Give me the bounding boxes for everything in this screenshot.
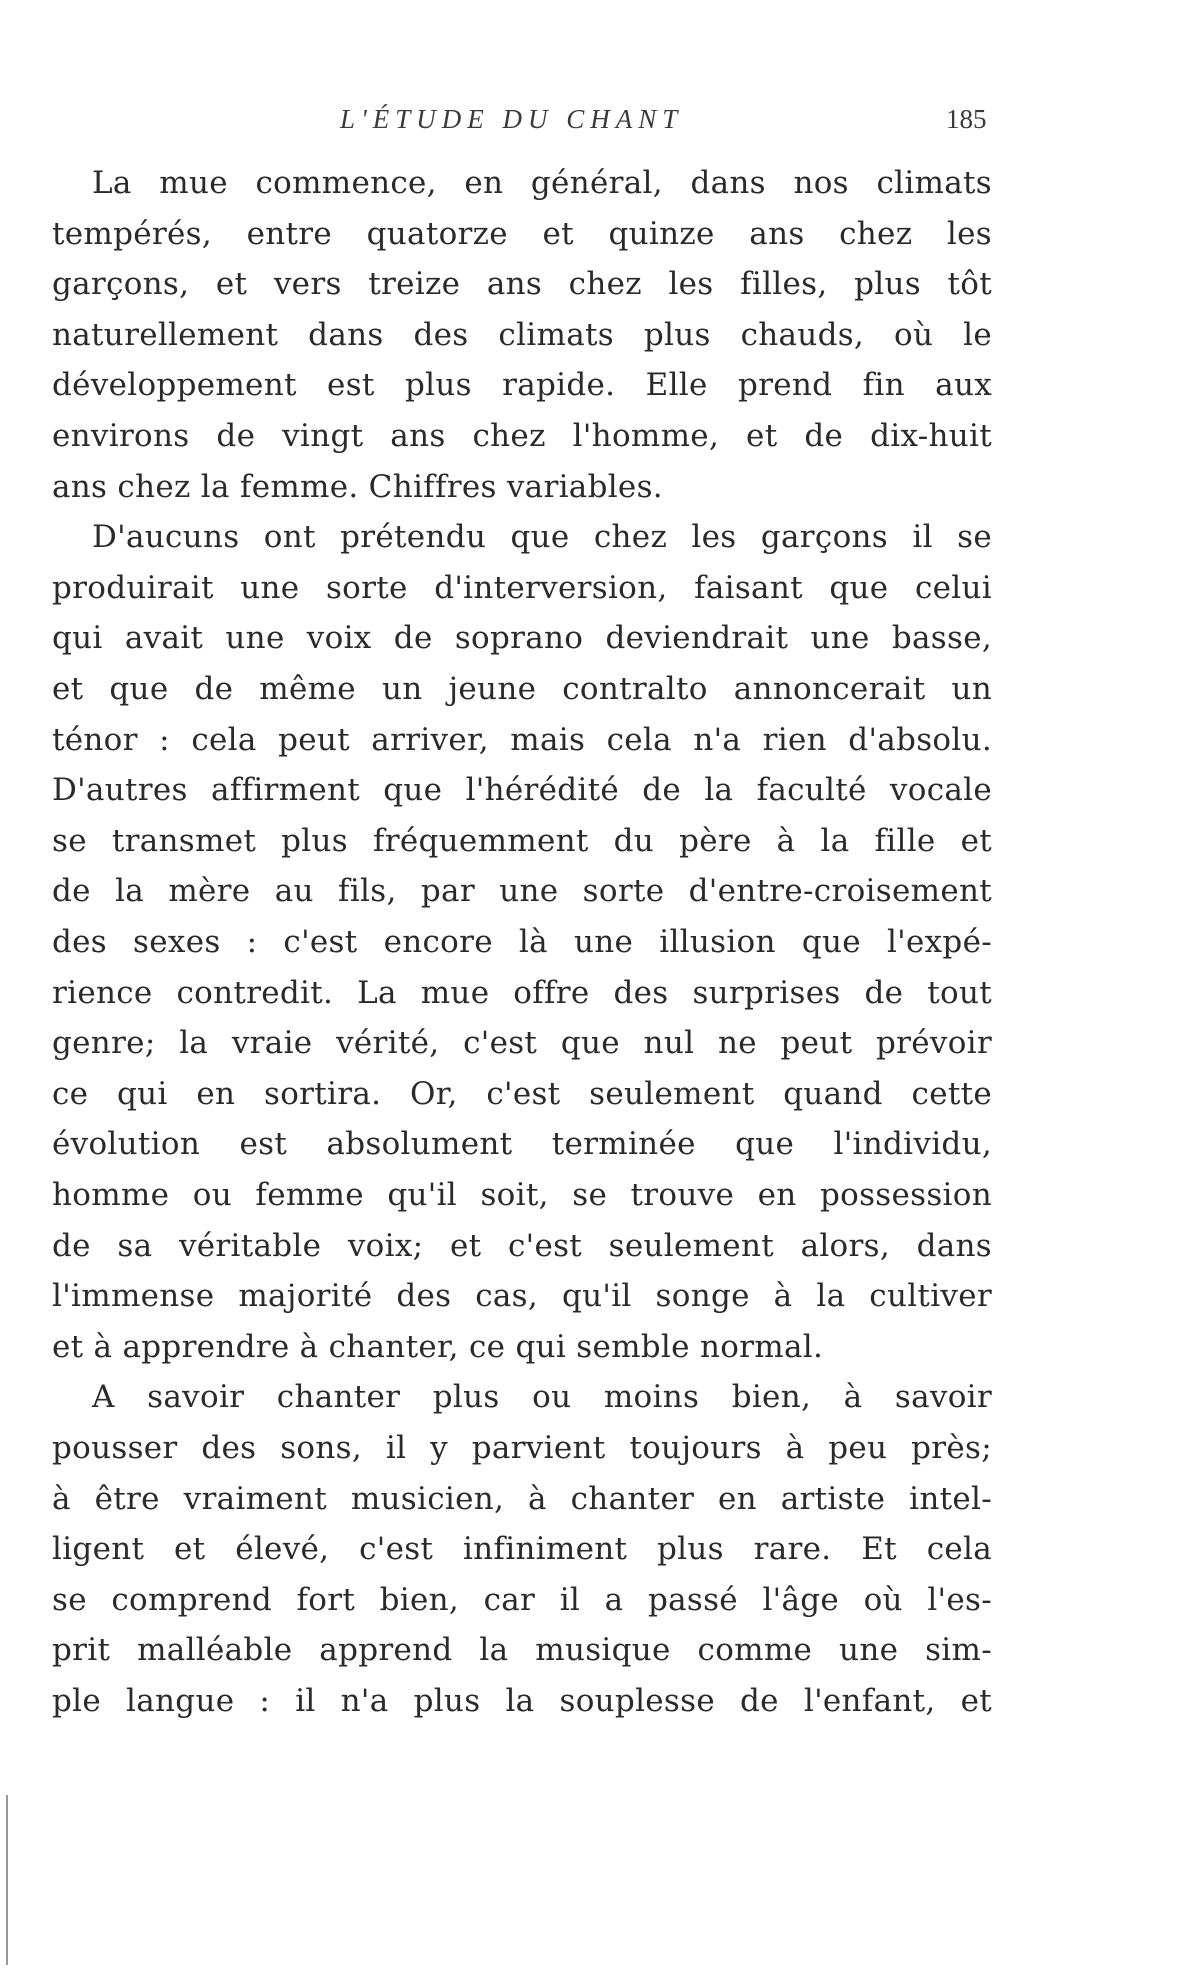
text-line: La mue commence, en général, dans nos climats — [92, 165, 992, 201]
text-line: pousser des sons, il y parvient toujours à peu près; — [52, 1430, 992, 1466]
text-line: homme ou femme qu'il soit, se trouve en possession — [52, 1177, 992, 1213]
text-line: D'autres affirment que l'hérédité de la faculté vocale — [52, 772, 992, 809]
text-line: de sa véritable voix; et c'est seulement alors, dans — [52, 1227, 992, 1264]
text-line: évolution est absolument terminée que l'individu, — [52, 1126, 992, 1163]
text-line: se comprend fort bien, car il a passé l'âge où l'es- — [52, 1581, 992, 1618]
text-line: ple langue : il n'a plus la souplesse de l'enfant, et — [52, 1683, 992, 1719]
text-line: D'aucuns ont prétendu que chez les garçons il se — [92, 519, 992, 556]
text-line: environs de vingt ans chez l'homme, et de dix-huit — [52, 418, 992, 454]
running-title: L'ÉTUDE DU CHANT — [340, 104, 684, 134]
text-line: l'immense majorité des cas, qu'il songe à la cultiver — [52, 1278, 992, 1315]
text-line: prit malléable apprend la musique comme une sim- — [52, 1632, 992, 1669]
text-line: tempérés, entre quatorze et quinze ans chez les — [52, 215, 992, 252]
text-line: garçons, et vers treize ans chez les filles, plus tôt — [52, 266, 992, 303]
text-line: et que de même un jeune contralto annoncerait un — [52, 671, 992, 707]
text-line: ténor : cela peut arriver, mais cela n'a rien d'absolu. — [52, 721, 992, 758]
running-head — [0, 104, 1204, 144]
text-line: se transmet plus fréquemment du père à la fille et — [52, 822, 992, 859]
text-line: ans chez la femme. Chiffres variables. — [52, 468, 663, 505]
text-line: A savoir chanter plus ou moins bien, à savoir — [92, 1379, 992, 1416]
text-line: rience contredit. La mue offre des surprises de tout — [52, 974, 992, 1011]
text-line: qui avait une voix de soprano deviendrait une basse, — [52, 620, 992, 657]
text-line: genre; la vraie vérité, c'est que nul ne peut prévoir — [52, 1025, 992, 1062]
margin-rule — [6, 1795, 8, 1965]
text-line: ligent et élevé, c'est infiniment plus rare. Et cela — [52, 1531, 992, 1568]
text-line: ce qui en sortira. Or, c'est seulement quand cette — [52, 1075, 992, 1112]
text-line: développement est plus rapide. Elle prend fin aux — [52, 367, 992, 404]
text-line: à être vraiment musicien, à chanter en artiste intel- — [52, 1480, 992, 1517]
text-line: de la mère au fils, par une sorte d'entre-croisement — [52, 873, 992, 910]
text-line: des sexes : c'est encore là une illusion que l'expé- — [52, 924, 992, 960]
text-line: produirait une sorte d'interversion, faisant que celui — [52, 569, 992, 606]
text-line: et à apprendre à chanter, ce qui semble normal. — [52, 1328, 824, 1365]
text-line: naturellement dans des climats plus chauds, où le — [52, 316, 992, 353]
page-number: 185 — [946, 104, 987, 134]
